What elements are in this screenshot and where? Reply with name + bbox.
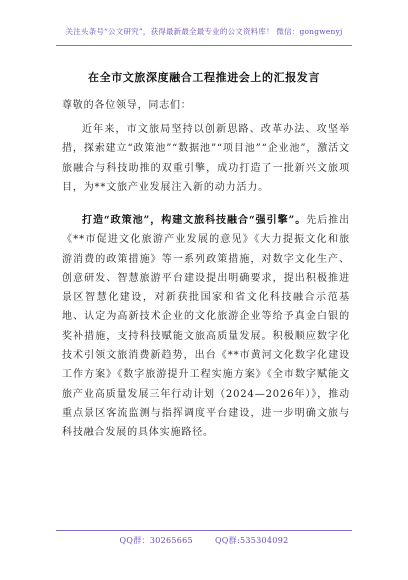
document-title: 在全市文旅深度融合工程推进会上的汇报发言 bbox=[88, 71, 320, 84]
paragraph-lead: 打造“政策池”，构建文旅科技融合“强引擎”。 bbox=[82, 215, 307, 226]
paragraph-text: 近年来，市文旅局坚持以创新思路、改革办法、攻坚举措，探索建立“政策池”“数据池”“项目池”“企业池”，激活文旅融合与科技助推的双重引擎，成功打造了一批新兴文旅项目，为**文旅产业发展注入新的动力活力。 bbox=[62, 124, 350, 193]
paragraph-intro bbox=[62, 120, 350, 197]
footer bbox=[0, 535, 408, 546]
header-divider bbox=[56, 45, 352, 46]
footer-divider bbox=[56, 530, 352, 531]
paragraph-text: 先后推出《**市促进文化旅游产业发展的意见》《大力提振文化和旅游消费的政策措施》等一系列政策措施，对数字文化生产、创意研发、智慧旅游平台建设提出明确要求，提出积极推进景区智慧化建设，对新获批国家和省文化科技融合示范基地、认定为高新技术企业的文化旅游企业等给予真金白银的奖补措施，支持科技赋能文旅高质量发展。积极顺应数字化技术引领文旅消费新趋势，出台《**市黄河文化数字化建设工作方案》《数字旅游提升工程实施方案》《全市数字赋能文旅产业高质量发展三年行动计划（2024—2026年）》，推动重点景区客流监测与指挥调度平台建设，进一步明确文旅与科技融合发展的具体实施路径。 bbox=[62, 215, 350, 439]
header-banner: 关注头条号“公文研究”，获得最新最全最专业的公文资料库！ 微信：gongwenyj bbox=[65, 27, 343, 36]
footer-qq-group-2: QQ群:535304092 bbox=[214, 536, 289, 545]
paragraph-policy-pool bbox=[62, 211, 350, 443]
footer-qq-group-1: QQ群：30265665 bbox=[119, 536, 193, 545]
salutation: 尊敬的各位领导，同志们： bbox=[62, 100, 192, 111]
